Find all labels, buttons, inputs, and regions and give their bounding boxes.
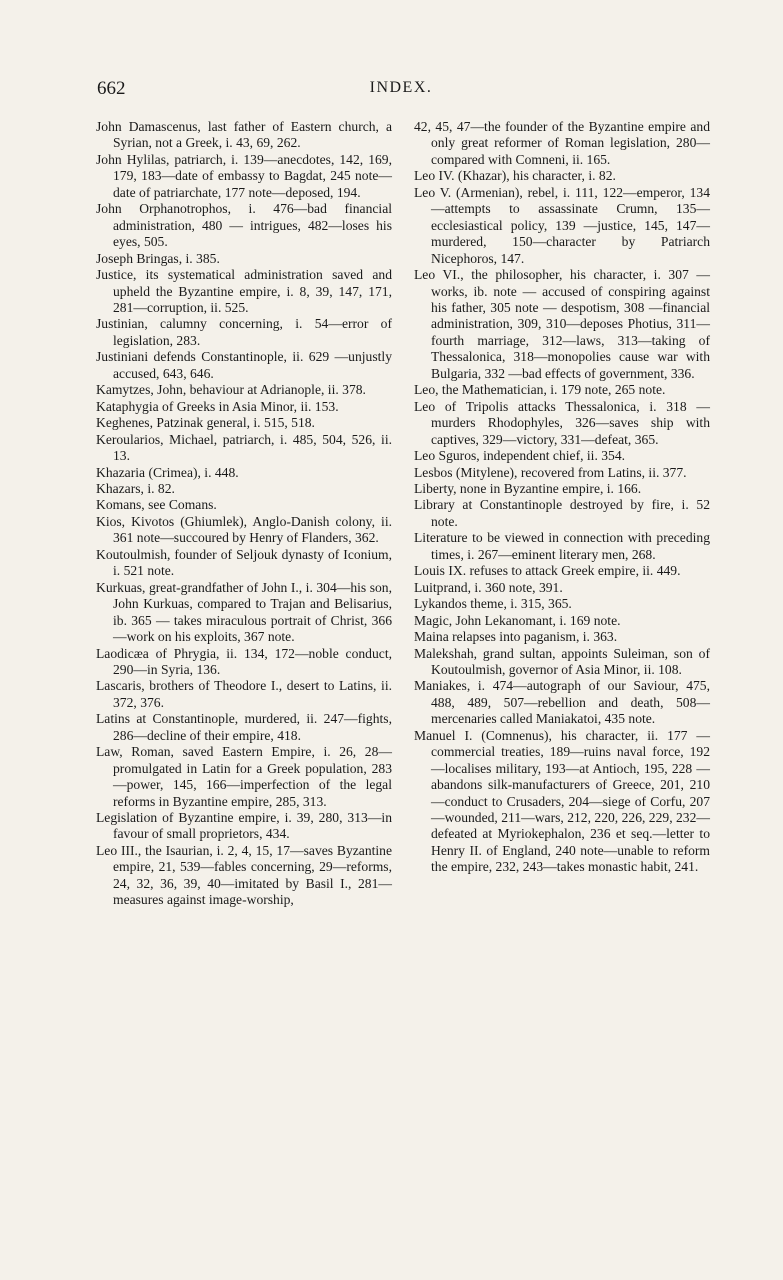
index-entry: Justiniani defends Constantinople, ii. 629 —unjustly accused, 643, 646.	[96, 349, 392, 381]
index-entry: Maina relapses into paganism, i. 363.	[414, 629, 618, 645]
index-entry: Lascaris, brothers of Theodore I., desert to Latins, ii. 372, 376.	[96, 678, 392, 710]
index-entry: Manuel I. (Comnenus), his character, ii. 177 —commercial treaties, 189—ruins naval force, 192—localises military, 193—at Antioch, 195, 228 — abandons silk-manufacturers of Greece, 201, 210—conduct to Crusaders, 204—siege of Corfu, 207—wounded, 211—wars, 212, 220, 226, 229, 232—defeated at Myriokephalon, 236 et seq.—letter to Henry II. of England, 240 note—unable to reform the empire, 232, 243—takes monastic habit, 241.	[414, 727, 710, 875]
page-number: 662	[97, 78, 126, 99]
index-entry: Laodicæa of Phrygia, ii. 134, 172—noble conduct, 290—in Syria, 136.	[96, 645, 392, 677]
index-entry: Liberty, none in Byzantine empire, i. 166.	[414, 480, 642, 496]
index-entry: Maniakes, i. 474—autograph of our Saviour, 475, 488, 489, 507—rebellion and death, 508—mercenaries called Maniakatoi, 435 note.	[414, 678, 710, 727]
index-column-left	[96, 119, 392, 909]
index-entry: Koutoulmish, founder of Seljouk dynasty of Iconium, i. 521 note.	[96, 546, 392, 579]
index-entry: Leo IV. (Khazar), his character, i. 82.	[414, 168, 616, 184]
index-entry: Kurkuas, great-grandfather of John I., i. 304—his son, John Kurkuas, compared to Trajan and Belisarius, ib. 365 — takes miraculous portrait of Christ, 366—work on his exploits, 367 note.	[96, 579, 392, 645]
index-entry: Kataphygia of Greeks in Asia Minor, ii. 153.	[96, 398, 339, 414]
index-entry: Leo V. (Armenian), rebel, i. 111, 122—emperor, 134—attempts to assassinate Crumn, 135—ecclesiastical policy, 139 —justice, 145, 147—murdered, 150—character by Patriarch Nicephoros, 147.	[414, 184, 710, 266]
index-entry: Leo, the Mathematician, i. 179 note, 265 note.	[414, 382, 666, 398]
index-entry: Law, Roman, saved Eastern Empire, i. 26, 28—promulgated in Latin for a Greek population, 283—power, 145, 166—imperfection of the legal reforms in Byzantine empire, 285, 313.	[96, 744, 392, 809]
index-entry: Khazars, i. 82.	[96, 480, 175, 496]
index-entry: 42, 45, 47—the founder of the Byzantine empire and only great reformer of Roman legislation, 280—compared with Comneni, ii. 165.	[414, 119, 710, 167]
index-entry: Justinian, calumny concerning, i. 54—error of legislation, 283.	[96, 316, 392, 348]
index-entry: Justice, its systematical administration saved and upheld the Byzantine empire, i. 8, 39, 147, 171, 281—corruption, ii. 525.	[96, 267, 392, 315]
index-entry: Library at Constantinople destroyed by fire, i. 52 note.	[414, 497, 710, 529]
index-entry: John Hylilas, patriarch, i. 139—anecdotes, 142, 169, 179, 183—date of embassy to Bagdat, 245 note—date of patriarchate, 177 note—deposed, 194.	[96, 151, 392, 200]
index-entry: Kamytzes, John, behaviour at Adrianople, ii. 378.	[96, 382, 366, 398]
index-entry: Joseph Bringas, i. 385.	[96, 250, 220, 266]
page-header	[97, 78, 705, 102]
index-entry: Leo of Tripolis attacks Thessalonica, i. 318 — murders Rhodophyles, 326—saves ship with captives, 329—victory, 331—defeat, 365.	[414, 398, 710, 447]
index-entry: Malekshah, grand sultan, appoints Suleiman, son of Koutoulmish, governor of Asia Minor, ii. 108.	[414, 645, 710, 677]
index-entry: Lesbos (Mitylene), recovered from Latins, ii. 377.	[414, 464, 687, 480]
index-entry: Khazaria (Crimea), i. 448.	[96, 464, 239, 480]
index-entry: Keghenes, Patzinak general, i. 515, 518.	[96, 415, 315, 431]
index-entry: Literature to be viewed in connection with preceding times, i. 267—eminent literary men, 268.	[414, 530, 710, 562]
index-entry: Leo Sguros, independent chief, ii. 354.	[414, 448, 626, 464]
index-entry: Kios, Kivotos (Ghiumlek), Anglo-Danish colony, ii. 361 note—succoured by Henry of Flanders, 362.	[96, 513, 392, 546]
index-entry: Magic, John Lekanomant, i. 169 note.	[414, 612, 621, 628]
index-entry: Luitprand, i. 360 note, 391.	[414, 579, 563, 595]
index-entry: Leo VI., the philosopher, his character, i. 307 — works, ib. note — accused of conspiring against his father, 305 note — despotism, 308 —financial administration, 309, 310—deposes Photius, 311—fourth marriage, 312—laws, 313—taking of Thessalonica, 318—monopolies cause war with Bulgaria, 332 —bad effects of government, 336.	[414, 267, 710, 381]
index-entry: Latins at Constantinople, murdered, ii. 247—fights, 286—decline of their empire, 418.	[96, 711, 392, 743]
index-entry: Komans, see Comans.	[96, 497, 217, 513]
index-entry: Keroularios, Michael, patriarch, i. 485, 504, 526, ii. 13.	[96, 431, 392, 464]
index-column-right	[414, 119, 710, 876]
index-entry: John Orphanotrophos, i. 476—bad financial administration, 480 — intrigues, 482—loses his eyes, 505.	[96, 201, 392, 250]
index-entry: Louis IX. refuses to attack Greek empire, ii. 449.	[414, 563, 681, 579]
index-entry: Leo III., the Isaurian, i. 2, 4, 15, 17—saves Byzantine empire, 21, 539—fables concerning, 29—reforms, 24, 32, 36, 39, 40—imitated by Basil I., 281—measures against image-worship,	[96, 842, 392, 908]
running-title: INDEX.	[369, 79, 433, 96]
index-entry: John Damascenus, last father of Eastern church, a Syrian, not a Greek, i. 43, 69, 262.	[96, 119, 392, 151]
index-entry: Legislation of Byzantine empire, i. 39, 280, 313—in favour of small proprietors, 434.	[96, 810, 392, 842]
index-entry: Lykandos theme, i. 315, 365.	[414, 596, 572, 612]
